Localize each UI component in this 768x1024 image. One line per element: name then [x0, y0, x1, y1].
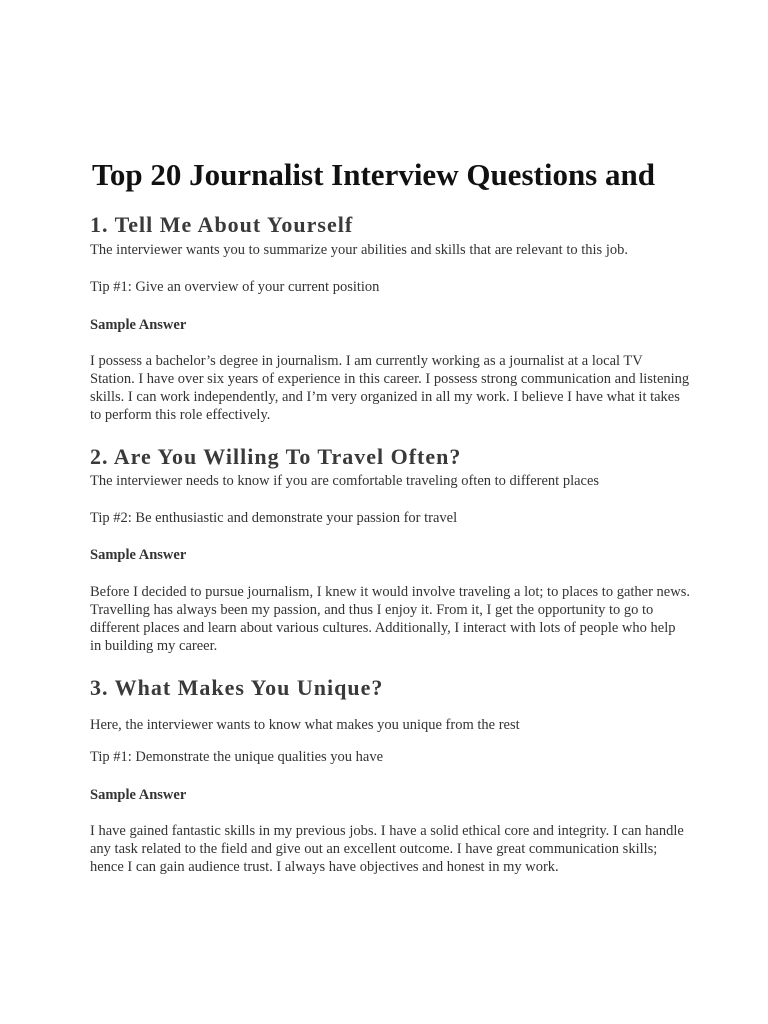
section-2-answer: Before I decided to pursue journalism, I knew it would involve traveling a lot; to places to gather news. Travelling has always been my passion, and thus I enjoy it. From it, I get the opportunity to go to different places and learn about various cultures. Additionally, I interact with lots of people who help in building my career.: [90, 584, 690, 654]
section-1-tip: Tip #1: Give an overview of your current position: [90, 279, 380, 295]
page-title: Top 20 Journalist Interview Questions and: [92, 157, 655, 192]
section-3-answer: I have gained fantastic skills in my previous jobs. I have a solid ethical core and integrity. I can handle any task related to the field and give out an excellent outcome. I have great communication skills; hence I can gain audience trust. I always have objectives and honest in my work.: [90, 823, 684, 875]
section-1-intro: The interviewer wants you to summarize your abilities and skills that are relevant to this job.: [90, 242, 628, 258]
section-1-answer: I possess a bachelor’s degree in journalism. I am currently working as a journalist at a local TV Station. I have over six years of experience in this career. I possess strong communication and listening skills. I can work independently, and I’m very organized in all my work. I believe I have what it takes to perform this role effectively.: [90, 353, 690, 423]
section-2-sample-label: Sample Answer: [90, 547, 187, 563]
section-3-sample-label: Sample Answer: [90, 787, 187, 803]
section-3-tip: Tip #1: Demonstrate the unique qualities you have: [90, 749, 384, 765]
section-2-intro: The interviewer needs to know if you are comfortable traveling often to different places: [90, 473, 600, 489]
section-2-heading: 2. Are You Willing To Travel Often?: [90, 444, 462, 469]
section-1-heading: 1. Tell Me About Yourself: [90, 212, 354, 237]
section-3-heading: 3. What Makes You Unique?: [90, 675, 384, 700]
section-2-tip: Tip #2: Be enthusiastic and demonstrate your passion for travel: [90, 510, 458, 526]
section-1-sample-label: Sample Answer: [90, 317, 187, 333]
section-3-intro: Here, the interviewer wants to know what makes you unique from the rest: [90, 717, 520, 733]
